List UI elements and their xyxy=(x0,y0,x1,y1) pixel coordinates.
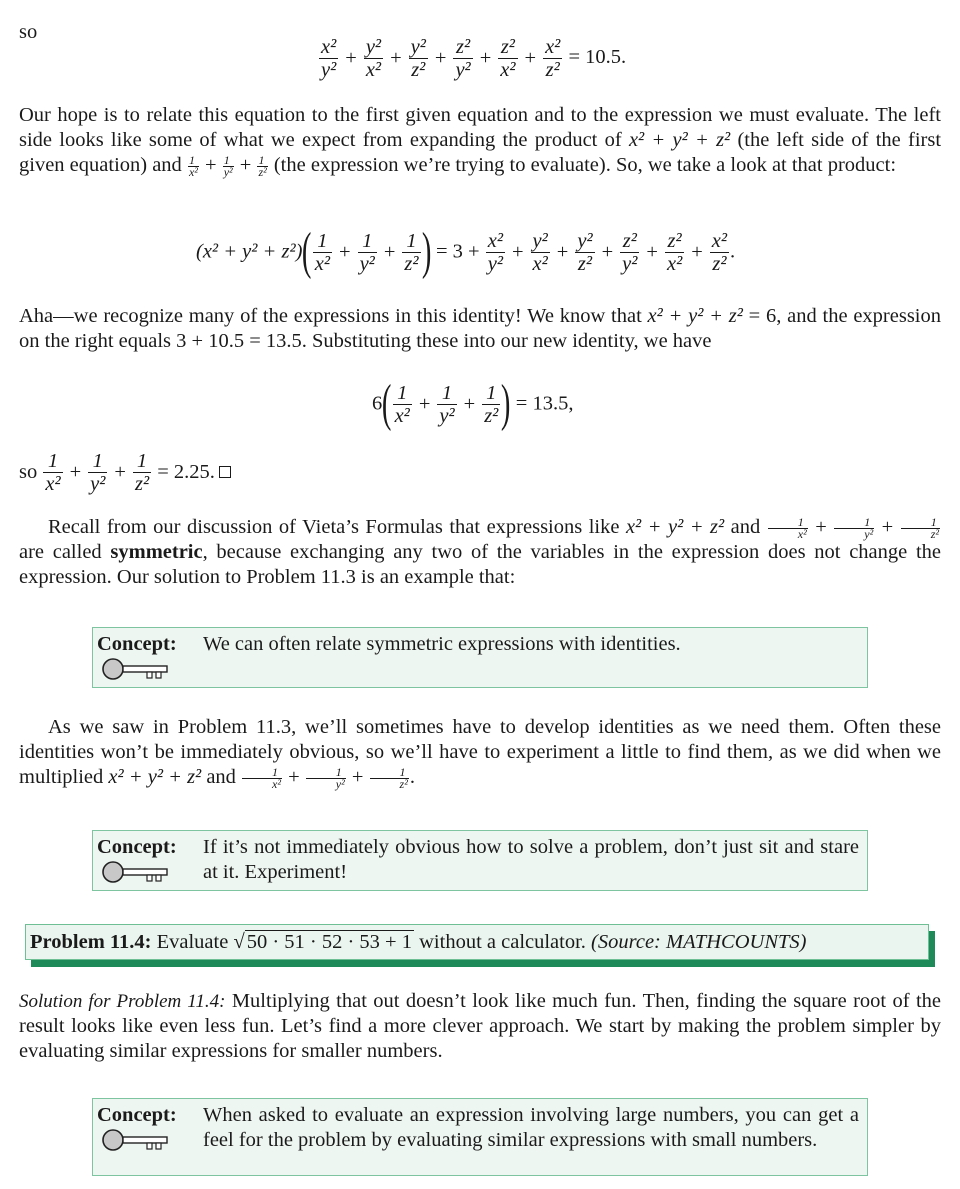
para1-text-3: (the expression we’re trying to evaluate). So, we take a look at that product: xyxy=(268,154,897,176)
fraction: $\frac{1}{\text{y²}}$ xyxy=(359,229,375,275)
qed-square-icon xyxy=(219,466,231,478)
fraction: $\frac{1}{\text{x²}}$ xyxy=(314,229,331,275)
key-icon xyxy=(101,860,173,884)
fraction: $\frac{\text{y²}}{\text{x²}}$ xyxy=(365,36,382,81)
fraction: $\frac{1}{\text{x²}}$ xyxy=(45,450,61,495)
concept-text: We can often relate symmetric expressions with identities. xyxy=(203,633,681,655)
fraction: $\frac{1}{\text{z²}}$ xyxy=(370,767,409,790)
fraction: $\frac{\text{z²}}{\text{x²}}$ xyxy=(666,229,683,275)
equation-substituted: 6( $\frac{1}{\text{x²}}$ + $\frac{1}{\text{y²}}$ + $\frac{1}{\text{z²}}$ ) = 13.5, xyxy=(372,375,574,432)
fraction: $\frac{1}{\text{y²}}$ xyxy=(439,381,455,427)
paragraph-product-intro xyxy=(19,103,941,178)
problem-text-1: Evaluate xyxy=(156,931,229,953)
fraction: $\frac{\text{y²}}{\text{x²}}$ xyxy=(532,229,548,275)
solution-paragraph xyxy=(19,989,941,1064)
concept-box-2 xyxy=(92,830,868,891)
para2-text-2: = 6, and the expression on the right equals 3 + 10.5 = 13.5. Substituting these into our new identity, we have xyxy=(19,305,941,352)
fraction: $\frac{\text{z²}}{\text{y²}}$ xyxy=(455,36,471,81)
paragraph-aha xyxy=(19,304,941,354)
fraction: $\frac{1}{\text{x²}}$ xyxy=(394,381,410,427)
concept-text: If it’s not immediately obvious how to solve a problem, don’t just sit and stare at it. Experiment! xyxy=(203,836,859,883)
fraction: $\frac{1}{\text{z²}}$ xyxy=(258,152,267,179)
concept-label: Concept: xyxy=(97,1104,177,1126)
problem-text-2: without a calculator. xyxy=(419,931,586,953)
square-root: √50 · 51 · 52 · 53 + 1 xyxy=(233,931,412,953)
fraction: $\frac{1}{\text{z²}}$ xyxy=(404,229,419,275)
fraction: $\frac{\text{x²}}{\text{z²}}$ xyxy=(545,36,561,81)
concept-text: When asked to evaluate an expression involving large numbers, you can get a feel for the problem by evaluating similar expressions with small numbers. xyxy=(203,1104,859,1151)
para4-text-1: As we saw in Problem 11.3, we’ll sometimes have to develop identities as we need them. Often these identities won’t be immediately obvious, so we’ll have to experiment a little to find them, as we did when we multiplied xyxy=(19,716,941,788)
para1-text-2: (the left side of the first given equation) and xyxy=(19,129,942,176)
solution-label: Solution for Problem 11.4: xyxy=(19,991,226,1012)
equation-product-identity: (x² + y² + z²)( $\frac{1}{\text{x²}}$ + $\frac{1}{\text{y²}}$ + $\frac{1}{\text{z²}}$ ) = 3 + $\frac{\text{x²}}{\text{y²}}$ + $\frac{\text{y²}}{\text{x²}}$ + $\frac{\text{y²}}{\text{z²}}$ + $\frac{\text{z²}}{\text{y²}}$ + $\frac{\text{z²}}{\text{x²}}$ + $\frac{\text{x²}}{\text{z²}}$ . xyxy=(196,223,736,280)
fraction: $\frac{1}{\text{y²}}$ xyxy=(834,517,874,540)
concept-label: Concept: xyxy=(97,633,177,655)
reciprocal-sum-inline-3: $\frac{1}{\text{x²}}$ + $\frac{1}{\text{y²}}$ + $\frac{1}{\text{z²}}$ xyxy=(241,766,410,788)
sum-of-squares: x² + y² + z² xyxy=(628,129,731,151)
eq1-rhs: = 10.5. xyxy=(568,46,627,69)
key-icon xyxy=(101,657,173,681)
paragraph-develop-identities: As we saw in Problem 11.3, we’ll sometimes have to develop identities as we need them. Often these identities won’t be immediately obvious, so we’ll have to experiment a little to find them, as we did when we multiplied x² + y² + z² and $\frac{1}{\text{x²}}$ + $\frac{1}{\text{y²}}$ + $\frac{1}{\text{z²}}$ . xyxy=(19,716,941,791)
equation-ratio-sum: $\frac{\text{x²}}{\text{y²}}$ + $\frac{\text{y²}}{\text{x²}}$ + $\frac{\text{y²}}{\text{z²}}$ + $\frac{\text{z²}}{\text{y²}}$ + $\frac{\text{z²}}{\text{x²}}$ + $\frac{\text{x²}}{\text{z²}}$ = 10.5. xyxy=(321,36,627,81)
concept-box-1 xyxy=(92,627,868,688)
fraction: $\frac{1}{\text{x²}}$ xyxy=(188,152,198,179)
fraction: $\frac{\text{x²}}{\text{y²}}$ xyxy=(321,36,337,81)
key-icon xyxy=(101,1128,173,1152)
fraction: $\frac{\text{y²}}{\text{z²}}$ xyxy=(410,36,426,81)
fraction: $\frac{1}{\text{y²}}$ xyxy=(90,450,106,495)
para4-text-2: and xyxy=(201,766,242,788)
fraction: $\frac{1}{\text{x²}}$ xyxy=(242,767,282,790)
reciprocal-sum-inline: $\frac{1}{\text{x²}}$ + $\frac{1}{\text{y²}}$ + $\frac{1}{\text{z²}}$ xyxy=(188,152,267,179)
sum-of-squares-4: x² + y² + z² xyxy=(108,766,202,788)
problem-source: (Source: MATHCOUNTS) xyxy=(591,931,807,953)
fraction: $\frac{1}{\text{z²}}$ xyxy=(484,381,499,427)
term-symmetric: symmetric xyxy=(110,541,203,563)
para2-text-1: Aha—we recognize many of the expressions in this identity! We know that xyxy=(19,305,648,327)
fraction: $\frac{\text{z²}}{\text{y²}}$ xyxy=(622,229,638,275)
para3-text-3: are called xyxy=(19,541,111,563)
paragraph-symmetric xyxy=(19,515,941,590)
fraction: $\frac{1}{\text{z²}}$ xyxy=(134,450,150,495)
para3-text-4: , because exchanging any two of the variables in the expression does not change the expression. Our solution to Problem 11.3 is an example that: xyxy=(19,541,942,588)
fraction: $\frac{1}{\text{y²}}$ xyxy=(306,767,346,790)
fraction: $\frac{\text{x²}}{\text{z²}}$ xyxy=(711,229,728,275)
problem-box xyxy=(25,924,929,960)
fraction: $\frac{\text{z²}}{\text{x²}}$ xyxy=(500,36,516,81)
fraction: $\frac{\text{y²}}{\text{z²}}$ xyxy=(577,229,593,275)
fraction: $\frac{1}{\text{x²}}$ xyxy=(768,517,808,540)
para3-text-2: and xyxy=(724,516,767,538)
para1-text-1: Our hope is to relate this equation to the first given equation and to the expression we must evaluate. The left side looks like some of what we expect from expanding the product of xyxy=(19,104,941,151)
fraction: $\frac{1}{\text{y²}}$ xyxy=(223,152,233,179)
para3-text-1: Recall from our discussion of Vieta’s Formulas that expressions like xyxy=(48,516,626,538)
radicand: 50 · 51 · 52 · 53 + 1 xyxy=(246,931,412,953)
intro-word: so xyxy=(19,21,38,43)
equation-result: so $\frac{1}{\text{x²}}$ + $\frac{1}{\text{y²}}$ + $\frac{1}{\text{z²}}$ = 2.25. xyxy=(19,450,231,495)
fraction: $\frac{1}{\text{z²}}$ xyxy=(901,517,940,540)
reciprocal-sum-inline-2: $\frac{1}{\text{x²}}$ + $\frac{1}{\text{y²}}$ + $\frac{1}{\text{z²}}$ xyxy=(767,516,941,538)
concept-box-3 xyxy=(92,1098,868,1176)
concept-label: Concept: xyxy=(97,836,177,858)
fraction: $\frac{\text{x²}}{\text{y²}}$ xyxy=(487,229,503,275)
sum-of-squares-3: x² + y² + z² xyxy=(625,516,725,538)
solution-text: Multiplying that out doesn’t look like much fun. Then, finding the square root of the result looks like even less fun. Let’s find a more clever approach. We start by making the problem simpler by evaluating similar expressions for smaller numbers. xyxy=(19,990,942,1062)
sum-of-squares-2: x² + y² + z² xyxy=(647,305,743,327)
problem-label: Problem 11.4: xyxy=(30,931,152,953)
